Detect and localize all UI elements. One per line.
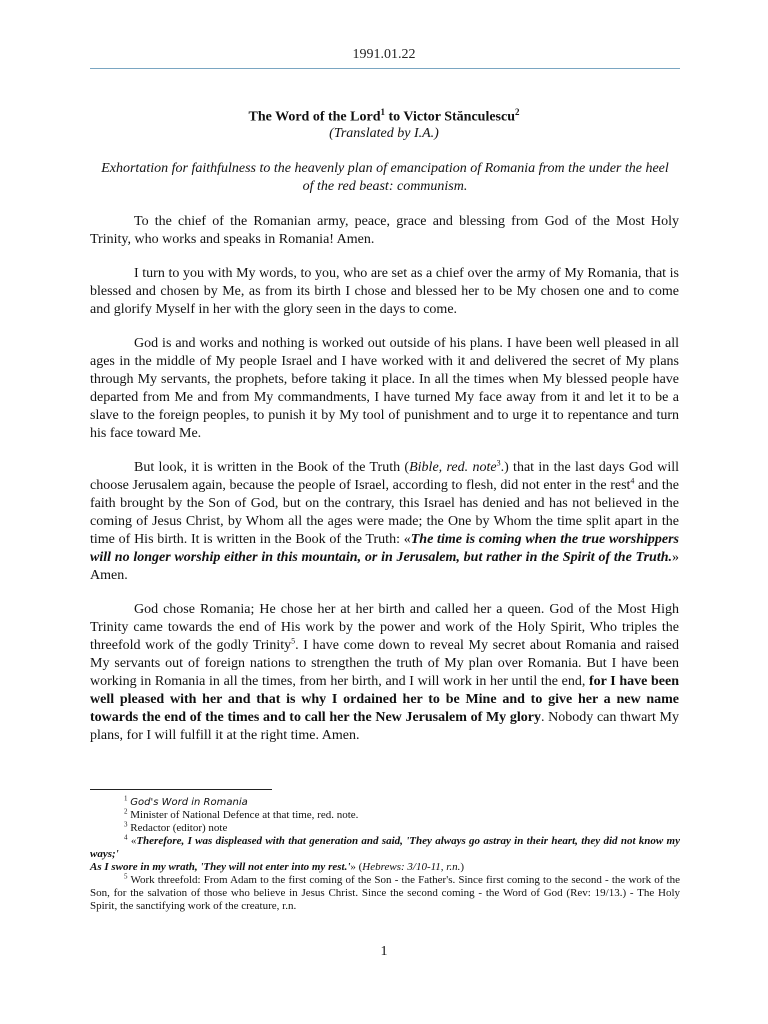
p4-text-c: and the faith brought by the Son of God, but on the contrary, this Israel has denied and has not believed in the coming of Jesus Christ, by Whom all the ages were made; the One by Whom the time split apart in the time of His birth. It is written in the Book of the Truth: «: [90, 478, 679, 547]
footnote-1-number: 1: [124, 794, 128, 803]
paragraph-4: [90, 459, 679, 585]
footnote-2-text: Minister of National Defence at that time, red. note.: [130, 809, 359, 821]
footnote-4-close: » (: [350, 861, 363, 873]
footnote-4-end: ): [460, 861, 465, 873]
header-date: 1991.01.22: [352, 47, 416, 62]
footnote-4-quote-2: 'They will not enter into my rest.': [200, 861, 351, 873]
document-subtitle: (Translated by I.A.): [329, 126, 439, 141]
p5-text-c: . Nobody can thwart My plans, for I will fulfill it at the right time. Amen.: [90, 710, 679, 743]
footnote-separator: [90, 789, 272, 790]
p4-quote: The time is coming when the true worshippers will no longer worship either in this mountain, or in Jerusalem, but rather in the Spirit of the Truth.: [90, 532, 679, 565]
title-footnote-ref-2[interactable]: 2: [515, 107, 520, 117]
footnote-1-text: God's Word in Romania: [130, 797, 248, 808]
paragraph-5: [90, 601, 679, 745]
footnote-4: [90, 835, 680, 874]
document-title: [0, 107, 768, 126]
title-part-2: to Victor Stănculescu: [384, 109, 515, 125]
paragraph-2: I turn to you with My words, to you, who are set as a chief over the army of My Romania, that is blessed and chosen by Me, as from its birth I chose and blessed her to be My chosen one and to come and glorify Myself in her with the glory seen in the days to come.: [90, 266, 679, 317]
footnote-5: [90, 874, 680, 913]
exhortation: Exhortation for faithfulness to the heavenly plan of emancipation of Romania from the under the heel of the red beast: communism.: [101, 161, 669, 194]
footnote-4-number: 4: [124, 833, 128, 842]
paragraph-1: To the chief of the Romanian army, peace, grace and blessing from God of the Most Holy Trinity, who works and speaks in Romania! Amen.: [90, 214, 679, 247]
footnote-3: [90, 822, 680, 835]
title-part-1: The Word of the Lord: [248, 109, 381, 125]
footnote-ref-3[interactable]: 3: [496, 458, 501, 468]
p5-text-a: God chose Romania; He chose her at her birth and called her a queen. God of the Most High Trinity came towards the end of His work by the power and work of the Holy Spirit, Who triples the threefold work of the godly Trinity: [90, 602, 679, 653]
p5-bold-text: for I have been well pleased with her and that is why I ordained her to be Mine and to give her a new name towards the end of the times and to call her the New Jerusalem of My glory: [90, 674, 680, 725]
p4-text-b: .) that in the last days God will choose Jerusalem again, because the people of Israel, according to flesh, did not enter in the rest: [90, 460, 679, 493]
footnote-2-number: 2: [124, 807, 128, 816]
footnote-4-bold-2: As I swore in my wrath,: [90, 861, 201, 873]
paragraph-3: God is and works and nothing is worked out outside of his plans. I have been well pleased in all ages in the middle of My people Israel and I have worked with it and delivered the secret of My plans through My servants, the prophets, before taking it place. In all the times when My blessed people have departed from Me and from My commandments, I have turned My face away from it and let it to be a slave to the foreign peoples, to punish it by My tool of punishment and to urge it to repentance and turn his face toward Me.: [90, 336, 679, 441]
p5-text-b: . I have come down to reveal My secret about Romania and raised My servants out of foreign nations to strengthen the truth of My plan over Romania. But I have been working in Romania in all the times, from her birth, and I will work in her until the end,: [90, 638, 679, 689]
page-number: 1: [380, 944, 388, 959]
footnote-4-open: «: [130, 835, 137, 847]
footnote-4-reference: Hebrews: 3/10-11, r.n.: [362, 861, 461, 873]
p4-bible-note: Bible, red. note: [409, 460, 497, 475]
title-footnote-ref-1[interactable]: 1: [380, 107, 385, 117]
p4-text-d: » Amen.: [90, 550, 679, 583]
document-body: [90, 213, 679, 761]
footnote-1: [90, 796, 680, 809]
footnote-5-text: Work threefold: From Adam to the first coming of the Son - the Father's. Since first coming to the second - the work of the Son, for the salvation of those who believe in Jesus Christ. Since the second coming - the Word of God (Rev: 19/13.) - The Holy Spirit, the sanctifying work of the creature, r.n.: [90, 874, 680, 912]
p4-text-a: But look, it is written in the Book of the Truth (: [134, 460, 410, 475]
footnote-4-bold-1: Therefore, I was displeased with that generation and said,: [136, 835, 407, 847]
footnote-2: [90, 809, 680, 822]
footnotes: [90, 796, 680, 913]
footnote-ref-4[interactable]: 4: [630, 476, 635, 486]
footnote-ref-5[interactable]: 5: [291, 636, 296, 646]
header-rule: [90, 68, 680, 69]
footnote-4-quote-1: 'They always go astray in their heart, they did not know my ways;': [90, 835, 680, 860]
footnote-3-number: 3: [124, 820, 128, 829]
footnote-5-number: 5: [124, 872, 128, 881]
footnote-3-text: Redactor (editor) note: [130, 822, 228, 834]
